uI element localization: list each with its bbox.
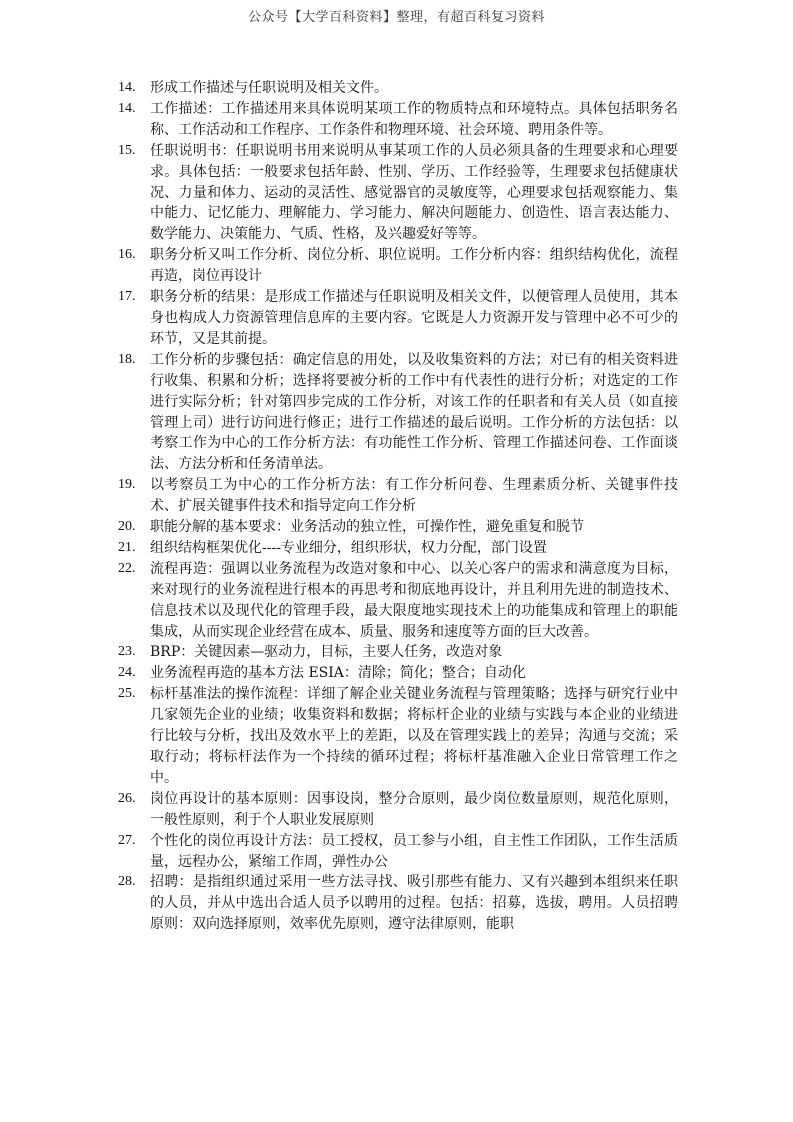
item-number: 25. [118,686,136,702]
item-text: BRP：关键因素—驱动力，目标，主要人任务，改造对象 [150,644,503,661]
list-item [118,517,678,538]
item-text: 招聘：是指组织通过采用一些方法寻找、吸引那些有能力、又有兴趣到本组织来任职的人员，并从中选出合适人员予以聘用的过程。包括：招募，选拔，聘用。人员招聘原则：双向选择原则，效率优先原则，遵守法律原则，能职 [150,874,678,933]
item-text: 岗位再设计的基本原则：因事设岗，整分合原则，最少岗位数量原则，规范化原则，一般性原则，利于个人职业发展原则 [150,790,678,828]
numbered-list [118,78,678,935]
item-text: 职务分析的结果：是形成工作描述与任职说明及相关文件，以便管理人员使用，其本身也构成人力资源管理信息库的主要内容。它既是人力资源开发与管理中必不可少的环节，又是其前提。 [150,289,678,347]
list-item [118,78,678,99]
item-number: 23. [118,644,136,660]
item-text: 业务流程再造的基本方法 ESIA：清除；简化；整合；自动化 [150,665,526,682]
list-item [118,663,678,684]
list-item [118,287,678,350]
list-item [118,538,678,559]
item-number: 27. [118,832,136,848]
item-number: 26. [118,790,136,806]
list-item [118,642,678,663]
item-text: 职能分解的基本要求：业务活动的独立性，可操作性，避免重复和脱节 [150,519,584,536]
list-item [118,141,678,246]
item-number: 28. [118,874,136,890]
item-number: 14. [118,100,136,116]
item-text: 任职说明书：任职说明书用来说明从事某项工作的人员必须具备的生理要求和心理要求。具体包括：一般要求包括年龄、性别、学历、工作经验等，生理要求包括健康状况、力量和体力、运动的灵活性、感觉器官的灵敏度等，心理要求包括观察能力、集中能力、记忆能力、理解能力、学习能力、解决问题能力、创造性、语言表达能力、数学能力、决策能力、气质、性格，及兴趣爱好等等。 [150,142,678,243]
list-item [118,872,678,935]
item-text: 流程再造：强调以业务流程为改造对象和中心、以关心客户的需求和满意度为目标，来对现行的业务流程进行根本的再思考和彻底地再设计，并且利用先进的制造技术、信息技术以及现代化的管理手段，最大限度地实现技术上的功能集成和管理上的职能集成，从而实现企业经营在成本、质量、服务和速度等方面的巨大改善。 [150,560,678,640]
item-text: 职务分析又叫工作分析、岗位分析、职位说明。工作分析内容：组织结构优化，流程再造，岗位再设计 [150,247,678,285]
item-number: 19. [118,477,136,493]
item-text: 工作分析的步骤包括：确定信息的用处，以及收集资料的方法；对已有的相关资料进行收集、积累和分析；选择将要被分析的工作中有代表性的进行分析；对选定的工作进行实际分析；针对第四步完成的工作分析，对该工作的任职者和有关人员（如直接管理上司）进行访问进行修正；进行工作描述的最后说明。工作分析的方法包括：以考察工作为中心的工作分析方法：有功能性工作分析、管理工作描述问卷、工作面谈法、方法分析和任务清单法。 [150,351,678,473]
item-number: 21. [118,539,136,555]
page-header: 公众号【大学百科资料】整理，有超百科复习资料 [247,10,545,25]
item-number: 15. [118,142,136,158]
list-item [118,831,678,873]
item-number: 22. [118,560,136,576]
list-item [118,99,678,141]
list-item [118,789,678,831]
list-item [118,684,678,789]
list-item [118,350,678,475]
item-number: 24. [118,665,136,681]
item-number: 14. [118,80,136,95]
item-text: 工作描述：工作描述用来具体说明某项工作的物质特点和环境特点。具体包括职务名称、工作活动和工作程序、工作条件和物理环境、社会环境、聘用条件等。 [150,100,678,138]
list-item [118,559,678,643]
item-text: 组织结构框架优化----专业细分，组织形状，权力分配，部门设置 [150,539,547,556]
item-text: 以考察员工为中心的工作分析方法：有工作分析问卷、生理素质分析、关键事件技术、扩展关键事件技术和指导定向工作分析 [150,477,678,515]
item-text: 个性化的岗位再设计方法：员工授权，员工参与小组，自主性工作团队，工作生活质量，远程办公，紧缩工作周，弹性办公 [150,832,678,870]
item-number: 16. [118,247,136,263]
item-text: 形成工作描述与任职说明及相关文件。 [150,80,388,96]
list-item [118,245,678,287]
item-number: 17. [118,289,136,305]
item-number: 18. [118,351,136,367]
item-text: 标杆基准法的操作流程：详细了解企业关键业务流程与管理策略；选择与研究行业中几家领先企业的业绩；收集资料和数据；将标杆企业的业绩与实践与本企业的业绩进行比较与分析，找出及效水平上的差距，以及在管理实践上的差异；沟通与交流；采取行动；将标杆法作为一个持续的循环过程；将标杆基准融入企业日常管理工作之中。 [150,686,678,786]
list-item [118,475,678,517]
item-number: 20. [118,519,136,535]
